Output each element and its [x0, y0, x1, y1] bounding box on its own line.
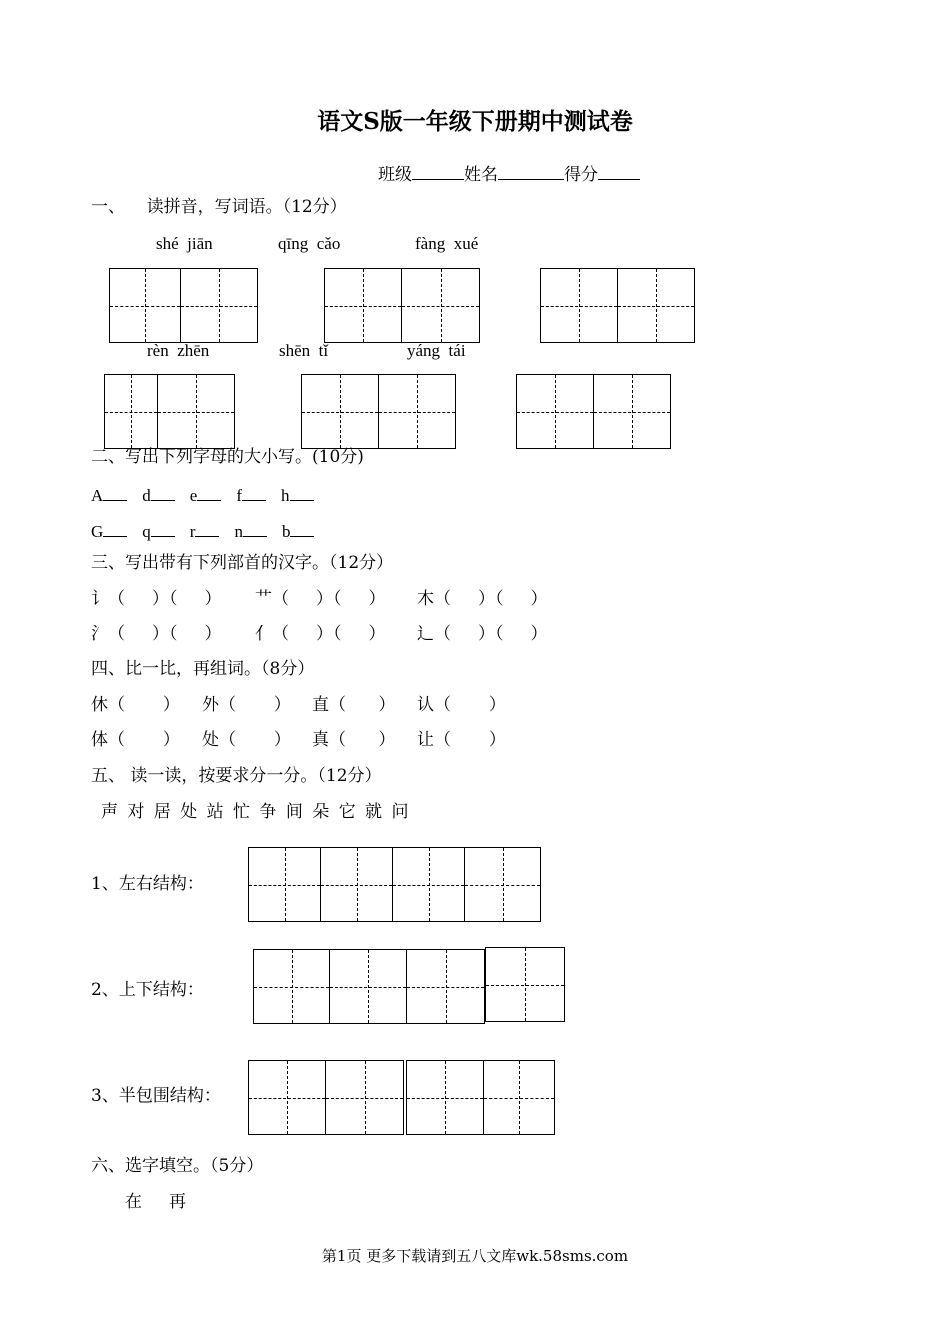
- fill-options: 在 再: [125, 1192, 187, 1212]
- pinyin-1: shé jiān: [156, 234, 213, 253]
- letter: G: [91, 522, 104, 541]
- compare-item: 处（ ）: [202, 730, 291, 750]
- name-blank[interactable]: [498, 162, 564, 180]
- writing-grid-cell[interactable]: [109, 268, 181, 343]
- radical-item: 木（ ）（ ）: [417, 589, 548, 609]
- pinyin-2: qīng cǎo: [278, 234, 341, 253]
- question-half-enclosed: 3、半包围结构：: [91, 1086, 221, 1106]
- question-left-right: 1、左右结构：: [91, 874, 204, 894]
- radical-item: 艹（ ）（ ）: [255, 589, 386, 609]
- compare-item: 外（ ）: [202, 695, 291, 715]
- writing-grid-cell[interactable]: [324, 268, 402, 343]
- letter: n: [234, 522, 243, 541]
- letters-row-2: [91, 519, 314, 542]
- writing-grid-cell[interactable]: [253, 949, 330, 1024]
- writing-grid-cell[interactable]: [301, 374, 379, 449]
- section-1-heading: 一、 读拼音，写词语。（12分）: [91, 197, 347, 217]
- section-2-heading: 二、写出下列字母的大小写。(10分): [91, 447, 364, 467]
- writing-grid-cell[interactable]: [329, 949, 407, 1024]
- radical-item: 亻（ ）（ ）: [255, 624, 386, 644]
- letter: q: [142, 522, 151, 541]
- writing-grid-cell[interactable]: [401, 268, 480, 343]
- writing-grid-cell[interactable]: [406, 1060, 484, 1135]
- student-info: [378, 162, 640, 185]
- letter: d: [142, 486, 151, 505]
- letter-blank[interactable]: [151, 483, 175, 501]
- section-3-heading: 三、写出带有下列部首的汉字。（12分）: [91, 553, 394, 573]
- writing-grid-cell[interactable]: [248, 1060, 326, 1135]
- letter-blank[interactable]: [242, 483, 266, 501]
- writing-grid-cell[interactable]: [325, 1060, 404, 1135]
- compare-item: 真（ ）: [312, 730, 396, 750]
- letter: b: [281, 522, 291, 541]
- letter-blank[interactable]: [151, 519, 175, 537]
- writing-grid-cell[interactable]: [248, 847, 321, 922]
- section-6-heading: 六、选字填空。（5分）: [91, 1156, 264, 1176]
- letter: A: [91, 486, 104, 505]
- letters-row-1: [91, 483, 314, 506]
- radical-item: 氵（ ）（ ）: [91, 624, 222, 644]
- writing-grid-cell[interactable]: [516, 374, 594, 449]
- letter: h: [281, 486, 290, 505]
- writing-grid-cell[interactable]: [593, 374, 671, 449]
- writing-grid-cell[interactable]: [617, 268, 695, 343]
- letter-blank[interactable]: [103, 483, 127, 501]
- letter: e: [189, 486, 198, 505]
- pinyin-4: rèn zhēn: [147, 341, 210, 360]
- name-label: 姓名: [464, 165, 498, 185]
- class-blank[interactable]: [412, 162, 464, 180]
- section-5-heading: 五、 读一读，按要求分一分。（12分）: [91, 766, 382, 786]
- compare-item: 让（ ）: [417, 730, 506, 750]
- pinyin-5: shēn tǐ: [279, 341, 329, 360]
- writing-grid-cell[interactable]: [378, 374, 456, 449]
- writing-grid-cell[interactable]: [104, 374, 158, 449]
- radical-item: 讠（ ）（ ）: [91, 589, 222, 609]
- pinyin-3: fàng xué: [415, 234, 479, 253]
- radical-item: 辶（ ）（ ）: [417, 624, 548, 644]
- writing-grid-cell[interactable]: [464, 847, 541, 922]
- writing-grid-cell[interactable]: [392, 847, 465, 922]
- letter-blank[interactable]: [243, 519, 267, 537]
- compare-item: 认（ ）: [417, 695, 506, 715]
- writing-grid-cell[interactable]: [180, 268, 258, 343]
- score-label: 得分: [564, 165, 598, 185]
- writing-grid-cell[interactable]: [406, 949, 485, 1024]
- pinyin-6: yáng tái: [407, 341, 466, 360]
- compare-item: 休（ ）: [91, 695, 180, 715]
- score-blank[interactable]: [598, 162, 640, 180]
- compare-item: 直（ ）: [312, 695, 396, 715]
- letter-blank[interactable]: [197, 483, 221, 501]
- letter-blank[interactable]: [290, 519, 314, 537]
- page-title: 语文S版一年级下册期中测试卷: [317, 108, 633, 135]
- section-4-heading: 四、比一比，再组词。（8分）: [91, 659, 315, 679]
- character-list: 声 对 居 处 站 忙 争 间 朵 它 就 问: [101, 802, 411, 822]
- writing-grid-cell[interactable]: [485, 947, 565, 1022]
- letter: f: [236, 486, 242, 505]
- letter: r: [189, 522, 196, 541]
- writing-grid-cell[interactable]: [540, 268, 618, 343]
- question-top-bottom: 2、上下结构：: [91, 980, 204, 1000]
- writing-grid-cell[interactable]: [157, 374, 235, 449]
- letter-blank[interactable]: [195, 519, 219, 537]
- writing-grid-cell[interactable]: [483, 1060, 555, 1135]
- letter-blank[interactable]: [290, 483, 314, 501]
- page-footer: 第1页 更多下载请到五八文库wk.58sms.com: [321, 1247, 629, 1265]
- writing-grid-cell[interactable]: [320, 847, 393, 922]
- class-label: 班级: [378, 165, 412, 185]
- compare-item: 体（ ）: [91, 730, 180, 750]
- letter-blank[interactable]: [103, 519, 127, 537]
